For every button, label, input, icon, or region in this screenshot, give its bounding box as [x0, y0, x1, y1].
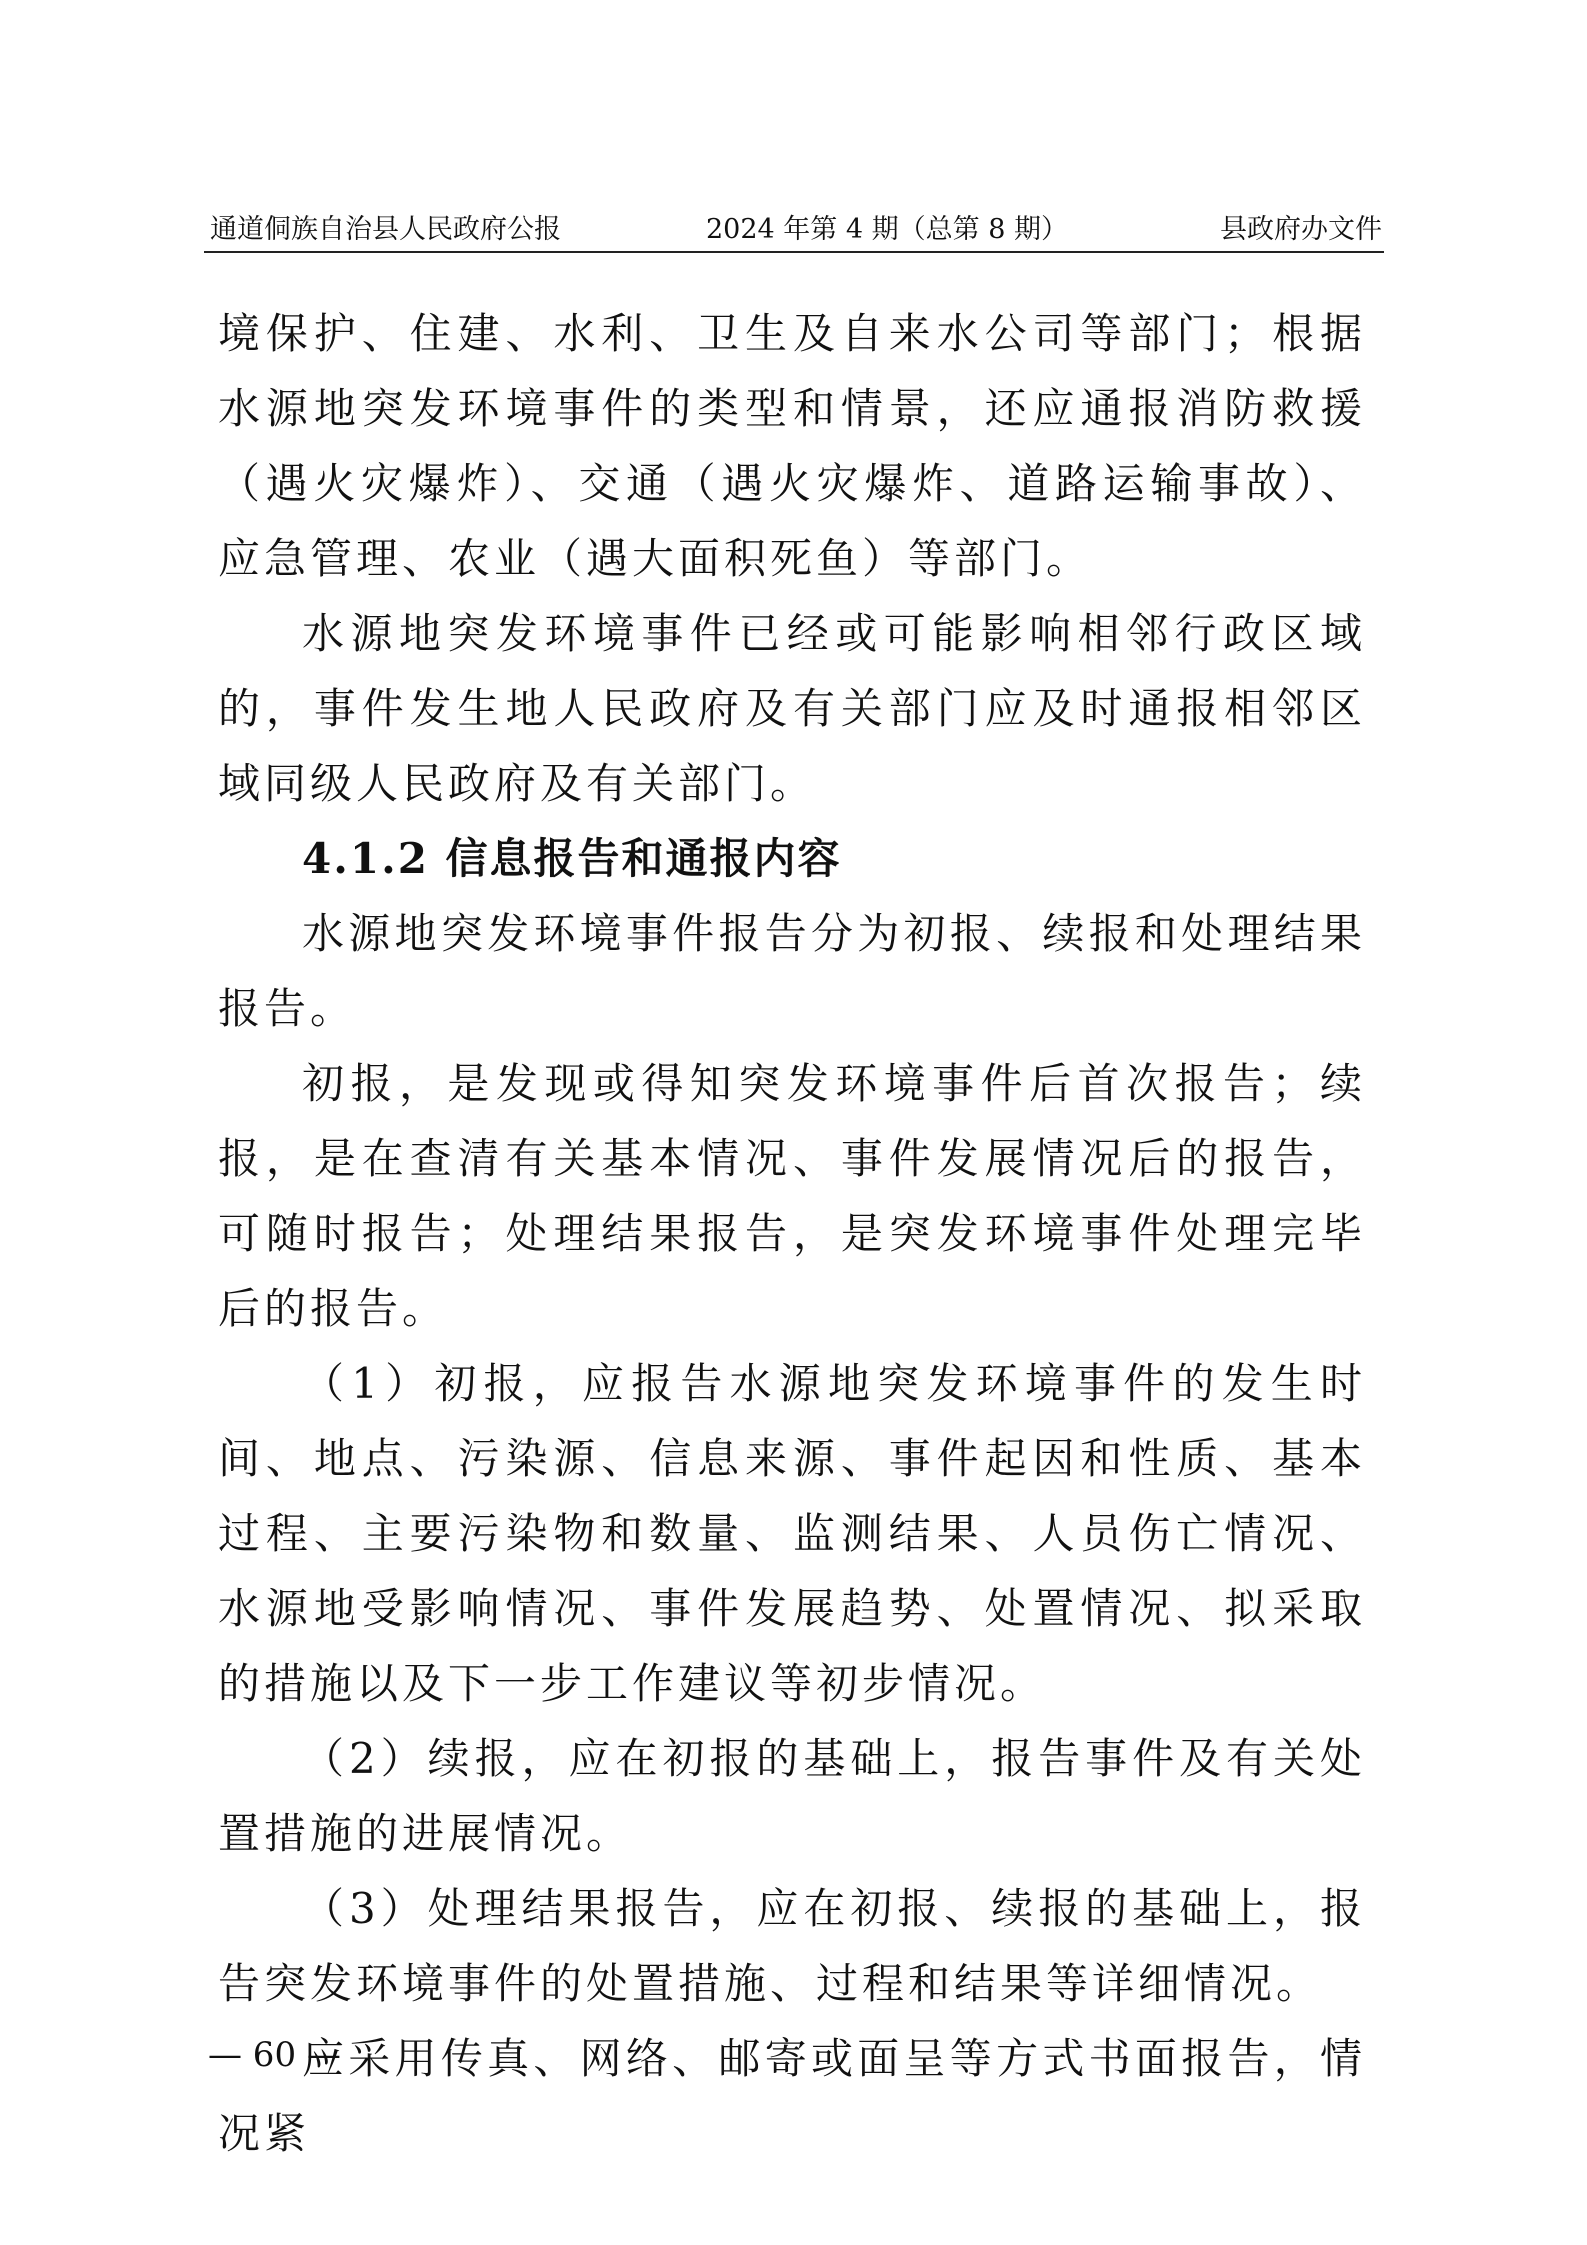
paragraph-3: 水源地突发环境事件报告分为初报、续报和处理结果报告。	[218, 909, 1366, 1033]
paragraph-8: 应采用传真、网络、邮寄或面呈等方式书面报告，情况紧	[218, 2034, 1366, 2158]
header-publication-title: 通道侗族自治县人民政府公报	[210, 214, 561, 245]
paragraph-7: （3）处理结果报告，应在初报、续报的基础上，报告突发环境事件的处置措施、过程和结果等详细情况。	[218, 1884, 1366, 2008]
section-heading: 4.1.2 信息报告和通报内容	[302, 834, 842, 883]
header-section: 县政府办文件	[1220, 214, 1382, 245]
paragraph-2: 水源地突发环境事件已经或可能影响相邻行政区域的，事件发生地人民政府及有关部门应及时通报相邻区域同级人民政府及有关部门。	[218, 609, 1366, 808]
paragraph-4: 初报，是发现或得知突发环境事件后首次报告；续报，是在查清有关基本情况、事件发展情况后的报告，可随时报告；处理结果报告，是突发环境事件处理完毕后的报告。	[218, 1059, 1366, 1333]
page-number: — 60 —	[208, 2035, 341, 2075]
paragraph-6: （2）续报，应在初报的基础上，报告事件及有关处置措施的进展情况。	[218, 1734, 1366, 1858]
paragraph-5: （1）初报，应报告水源地突发环境事件的发生时间、地点、污染源、信息来源、事件起因和性质、基本过程、主要污染物和数量、监测结果、人员伤亡情况、水源地受影响情况、事件发展趋势、处置情况、拟采取的措施以及下一步工作建议等初步情况。	[218, 1359, 1366, 1708]
header-divider	[204, 251, 1384, 253]
paragraph-1: 境保护、住建、水利、卫生及自来水公司等部门；根据水源地突发环境事件的类型和情景，还应通报消防救援（遇火灾爆炸）、交通（遇火灾爆炸、道路运输事故）、应急管理、农业（遇大面积死鱼）等部门。	[218, 309, 1366, 583]
page-header	[210, 212, 1382, 248]
header-issue: 2024 年第 4 期（总第 8 期）	[706, 214, 1068, 245]
document-body	[218, 296, 1366, 2171]
